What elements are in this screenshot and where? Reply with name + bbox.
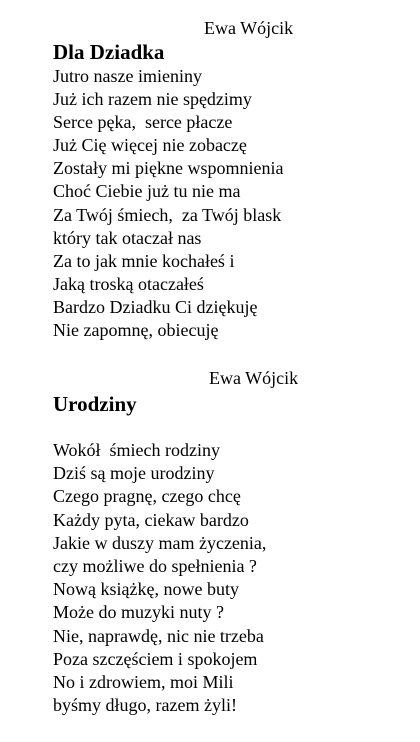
poem-title: Dla Dziadka (53, 40, 165, 64)
verse-line: Dziś są moje urodziny (53, 463, 215, 484)
verse-line: byśmy długo, razem żyli! (53, 695, 237, 716)
poem-author: Ewa Wójcik (204, 18, 294, 38)
verse-line: Choć Ciebie już tu nie ma (53, 181, 241, 202)
verse-line: Wokół śmiech rodziny (53, 440, 221, 460)
poem-urodziny (53, 368, 413, 717)
poem-dla-dziadka (53, 18, 413, 342)
verse-line: Każdy pyta, ciekaw bardzo (53, 509, 249, 530)
verse-line: Za Twój śmiech, za Twój blask (53, 204, 282, 225)
verse-line: Bardzo Dziadku Ci dziękuję (53, 296, 258, 317)
poem-author: Ewa Wójcik (209, 368, 299, 388)
verse-line: Już ich razem nie spędzimy (53, 89, 252, 110)
verse-line: No i zdrowiem, moi Mili (53, 672, 234, 693)
poem-verses (53, 65, 413, 342)
verse-line: Za to jak mnie kochałeś i (53, 250, 235, 271)
verse-line: Nie zapomnę, obiecuję (53, 320, 219, 341)
verse-line: Czego pragnę, czego chcę (53, 486, 241, 507)
verse-line: czy możliwe do spełnienia ? (53, 556, 257, 577)
poem-verses (53, 439, 413, 717)
verse-line: Jakie w duszy mam życzenia, (53, 532, 267, 553)
verse-line: Już Cię więcej nie zobaczę (53, 135, 247, 156)
verse-line: Poza szczęściem i spokojem (53, 648, 258, 669)
verse-line: Jaką troską otaczałeś (53, 273, 204, 294)
verse-line: Serce pęka, serce płacze (53, 112, 233, 133)
verse-line: Zostały mi piękne wspomnienia (53, 158, 284, 179)
verse-line: Jutro nasze imieniny (53, 66, 202, 86)
verse-line: Nie, naprawdę, nic nie trzeba (53, 625, 264, 646)
poem-title: Urodziny (53, 392, 137, 416)
verse-line: Może do muzyki nuty ? (53, 602, 224, 623)
verse-line: który tak otaczał nas (53, 227, 202, 248)
verse-line: Nową książkę, nowe buty (53, 579, 239, 600)
